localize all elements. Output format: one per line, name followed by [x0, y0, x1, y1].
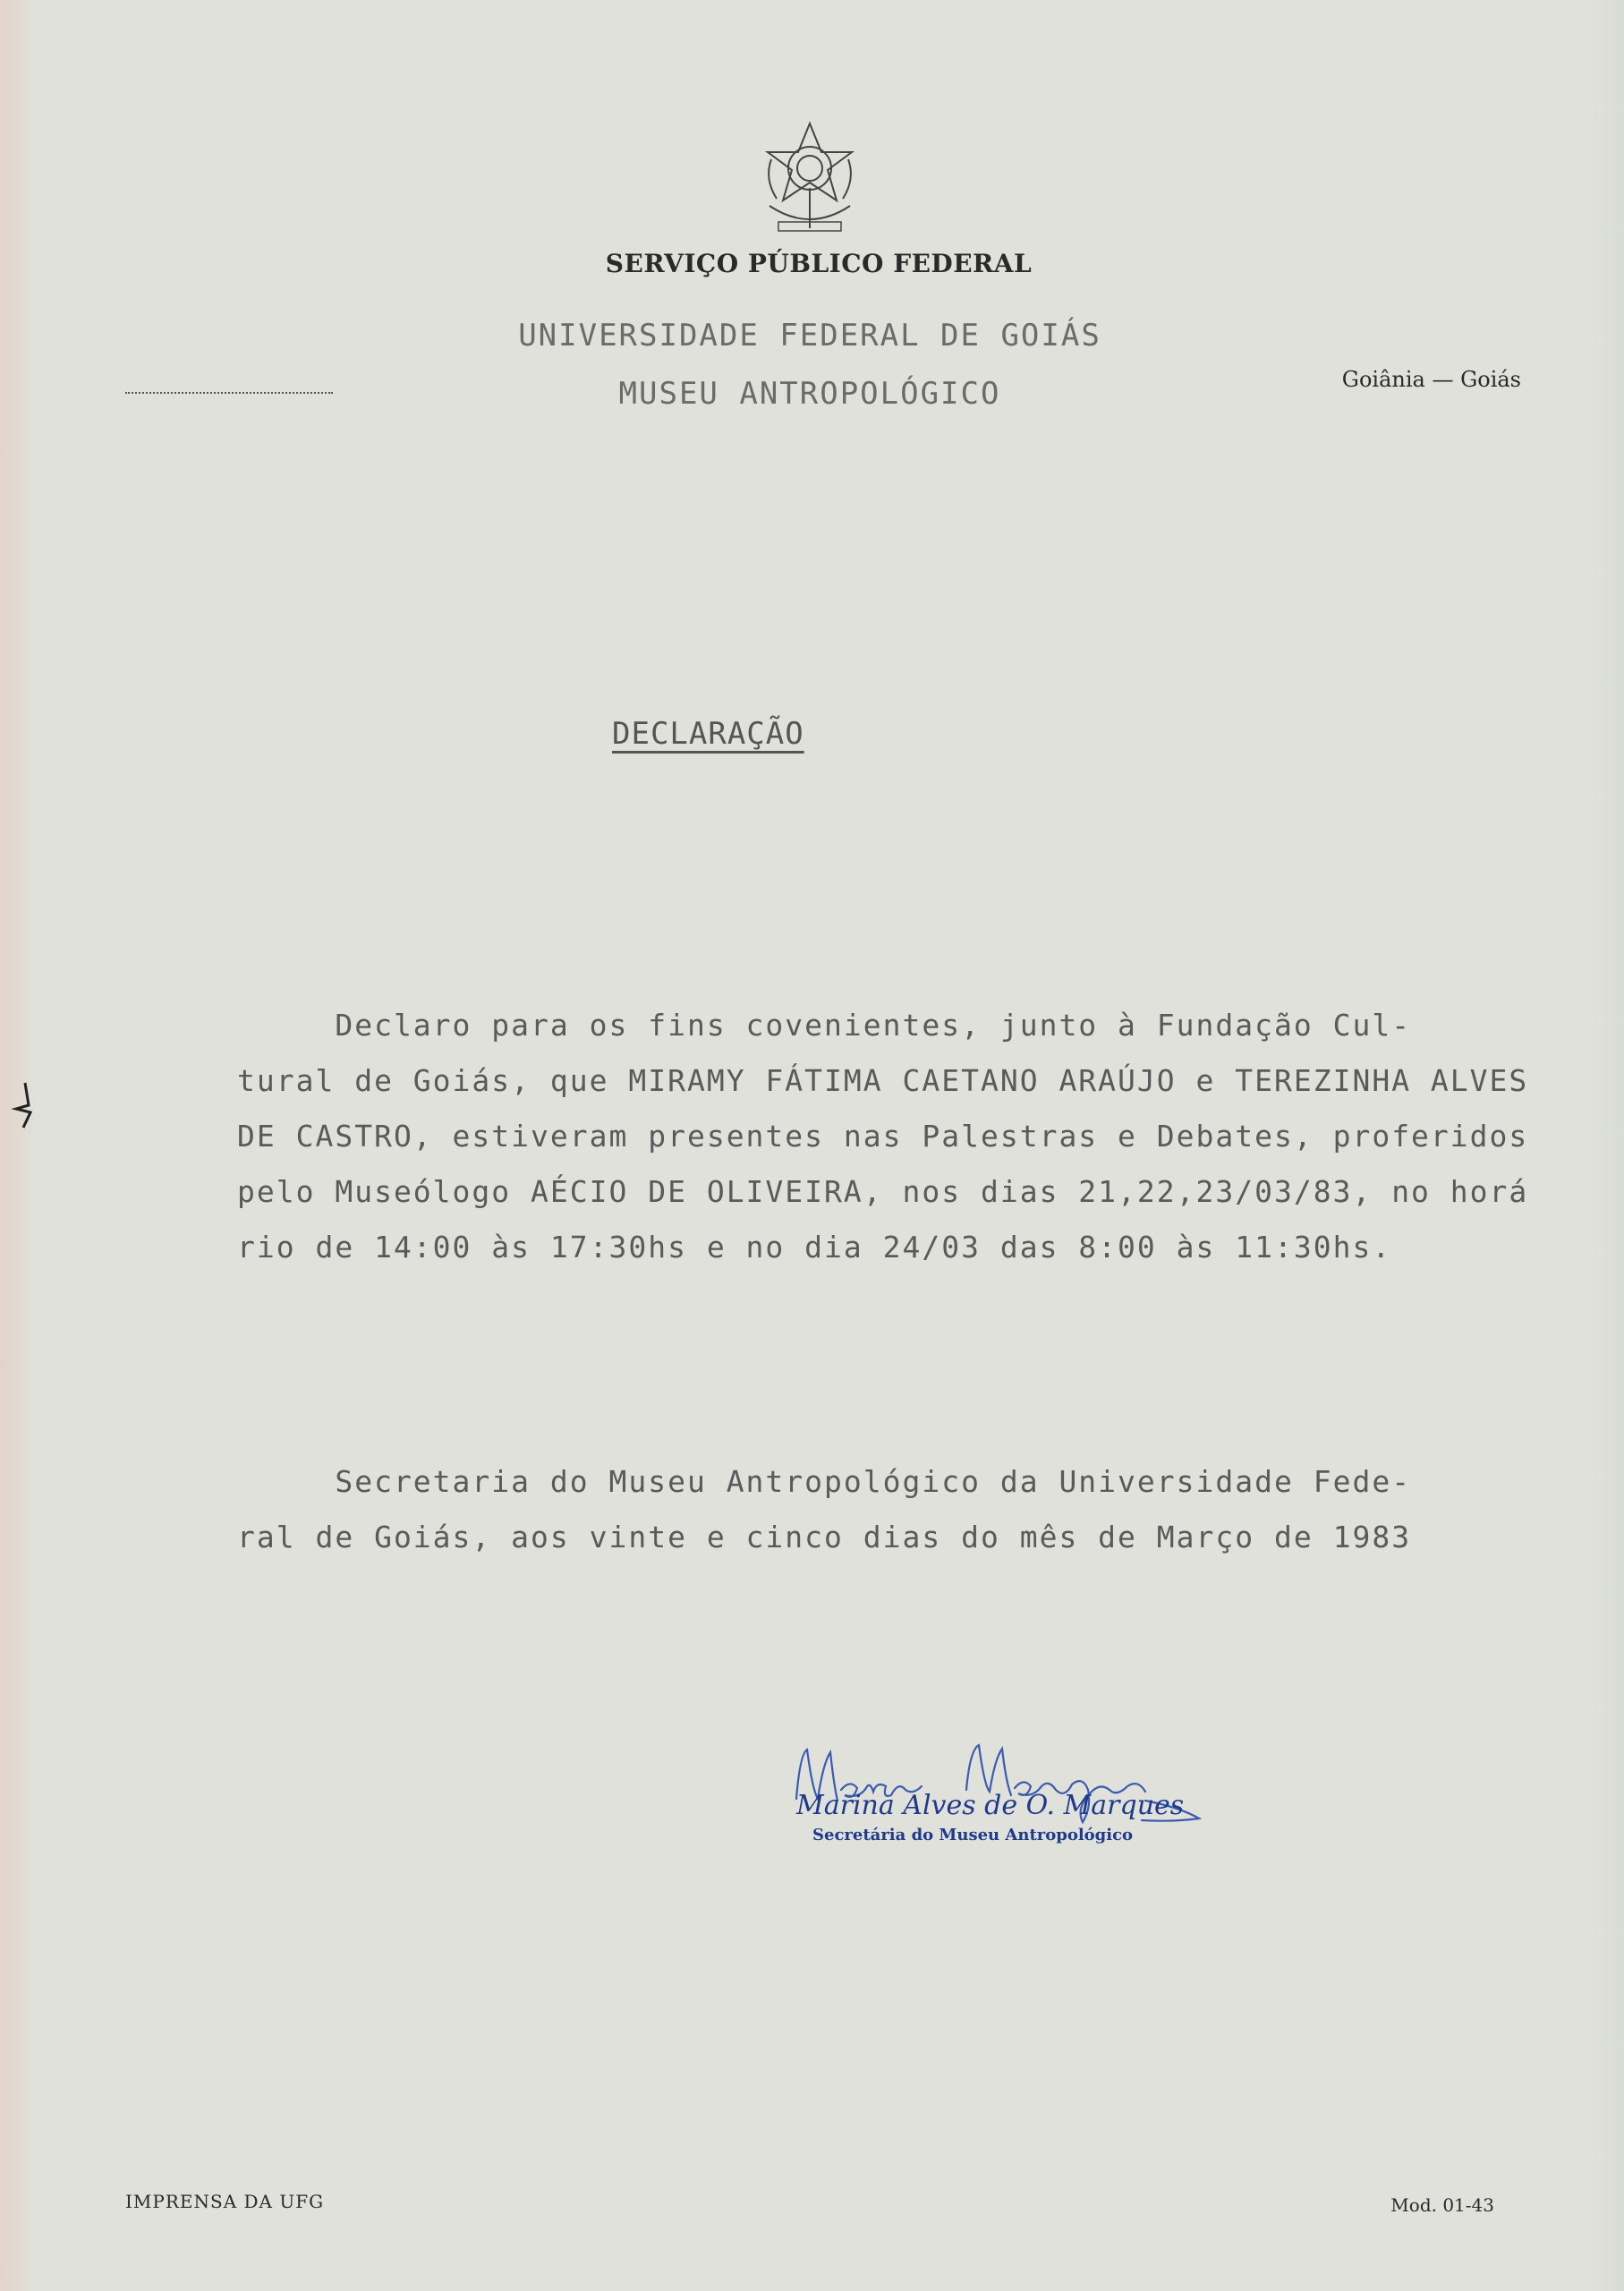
document-title: DECLARAÇÃO: [612, 716, 804, 752]
signatory-role: Secretária do Museu Antropológico: [812, 1826, 1134, 1844]
service-heading: SERVIÇO PÚBLICO FEDERAL: [605, 249, 1033, 278]
university-stamp: UNIVERSIDADE FEDERAL DE GOIÁS: [518, 318, 1101, 353]
paragraph-line: Declaro para os fins covenientes, junto à Fundação Cul-: [237, 1008, 1412, 1043]
coat-of-arms-icon: [752, 116, 868, 242]
form-model: Mod. 01-43: [1390, 2194, 1494, 2216]
paragraph-line: pelo Museólogo AÉCIO DE OLIVEIRA, nos dias 21,22,23/03/83, no horá: [237, 1174, 1529, 1209]
margin-mark-icon: [7, 1078, 43, 1132]
printer-label: IMPRENSA DA UFG: [125, 2191, 325, 2212]
paragraph-line: tural de Goiás, que MIRAMY FÁTIMA CAETANO ARAÚJO e TEREZINHA ALVES: [237, 1063, 1529, 1098]
signatory-name: Marina Alves de O. Marques: [796, 1790, 1185, 1821]
paragraph-line: DE CASTRO, estiveram presentes nas Palestras e Debates, proferidos: [237, 1119, 1529, 1154]
city-label: Goiânia — Goiás: [1341, 367, 1521, 392]
paragraph-line: Secretaria do Museu Antropológico da Universidade Fede-: [237, 1464, 1412, 1499]
dotted-line: [125, 392, 333, 394]
declaration-paragraph: [237, 998, 1535, 1275]
paragraph-line: ral de Goiás, aos vinte e cinco dias do mês de Março de 1983: [237, 1520, 1412, 1554]
museum-stamp: MUSEU ANTROPOLÓGICO: [618, 376, 1001, 412]
paragraph-line: rio de 14:00 às 17:30hs e no dia 24/03 das 8:00 às 11:30hs.: [237, 1230, 1392, 1265]
place-date-paragraph: [237, 1454, 1535, 1565]
